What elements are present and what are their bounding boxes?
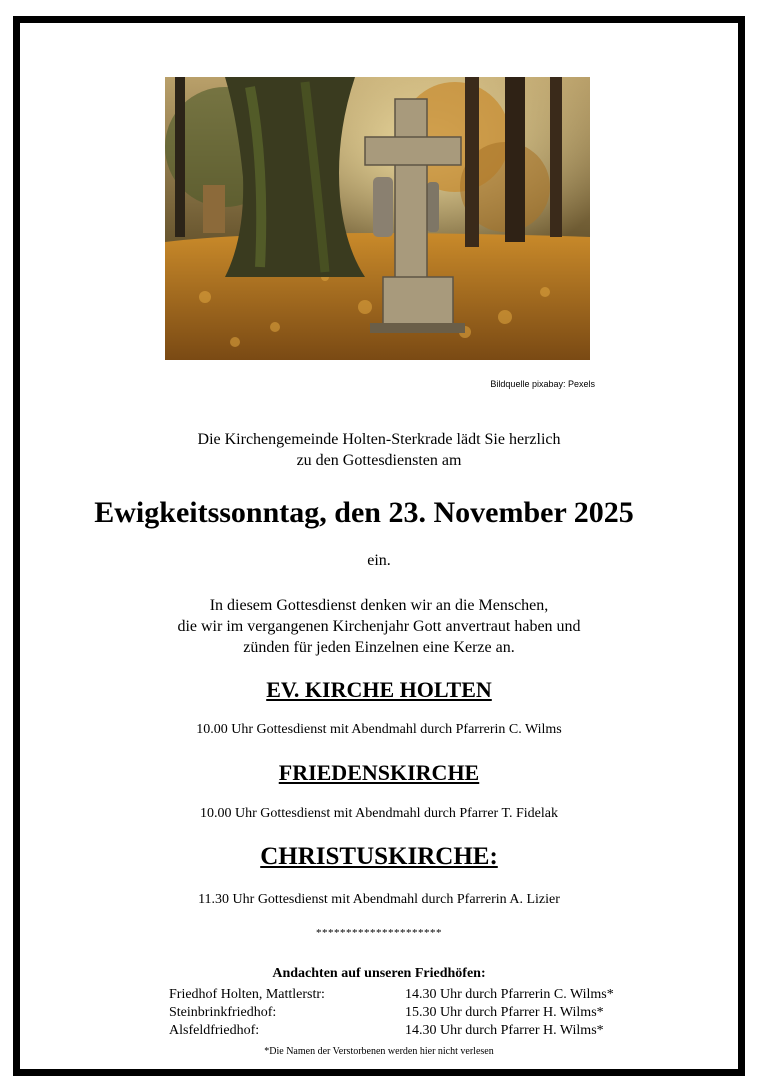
separator: ********************* bbox=[316, 927, 442, 939]
invitation-line: zu den Gottesdiensten am bbox=[296, 452, 462, 469]
church-name-holten: EV. KIRCHE HOLTEN bbox=[266, 677, 492, 702]
memorial-text bbox=[0, 595, 758, 658]
event-headline: Ewigkeitssonntag, den 23. November 2025 bbox=[94, 496, 634, 529]
church-name-friedenskirche: FRIEDENSKIRCHE bbox=[278, 760, 480, 785]
service-friedenskirche: 10.00 Uhr Gottesdienst mit Abendmahl durch Pfarrer T. Fidelak bbox=[200, 806, 558, 821]
andacht-place: Alsfeldfriedhof: bbox=[169, 1023, 260, 1038]
andacht-row bbox=[169, 1022, 614, 1040]
footnote: *Die Namen der Verstorbenen werden hier nicht verlesen bbox=[264, 1046, 494, 1057]
invitation-text bbox=[0, 429, 758, 471]
andachten-list bbox=[169, 986, 614, 1040]
memorial-line: In diesem Gottesdienst denken wir an die Menschen, bbox=[209, 597, 549, 614]
service-christuskirche: 11.30 Uhr Gottesdienst mit Abendmahl durch Pfarrerin A. Lizier bbox=[198, 892, 560, 907]
andacht-time: 15.30 Uhr durch Pfarrer H. Wilms* bbox=[405, 1005, 604, 1020]
andacht-place: Friedhof Holten, Mattlerstr: bbox=[169, 987, 325, 1002]
andacht-row bbox=[169, 1004, 614, 1022]
memorial-line: die wir im vergangenen Kirchenjahr Gott anvertraut haben und bbox=[177, 618, 581, 635]
andacht-row bbox=[169, 986, 614, 1004]
memorial-line: zünden für jeden Einzelnen eine Kerze an. bbox=[243, 639, 515, 656]
image-credit: Bildquelle pixabay: Pexels bbox=[490, 379, 595, 389]
andachten-title: Andachten auf unseren Friedhöfen: bbox=[272, 966, 486, 981]
andacht-time: 14.30 Uhr durch Pfarrerin C. Wilms* bbox=[405, 987, 614, 1002]
invitation-line: Die Kirchengemeinde Holten-Sterkrade lädt Sie herzlich bbox=[197, 431, 561, 448]
cemetery-photo bbox=[165, 77, 590, 360]
service-holten: 10.00 Uhr Gottesdienst mit Abendmahl durch Pfarrerin C. Wilms bbox=[196, 722, 562, 737]
church-name-christuskirche: CHRISTUSKIRCHE: bbox=[260, 843, 498, 870]
andacht-time: 14.30 Uhr durch Pfarrer H. Wilms* bbox=[405, 1023, 604, 1038]
invitation-ending: ein. bbox=[367, 552, 391, 569]
andacht-place: Steinbrinkfriedhof: bbox=[169, 1005, 277, 1020]
